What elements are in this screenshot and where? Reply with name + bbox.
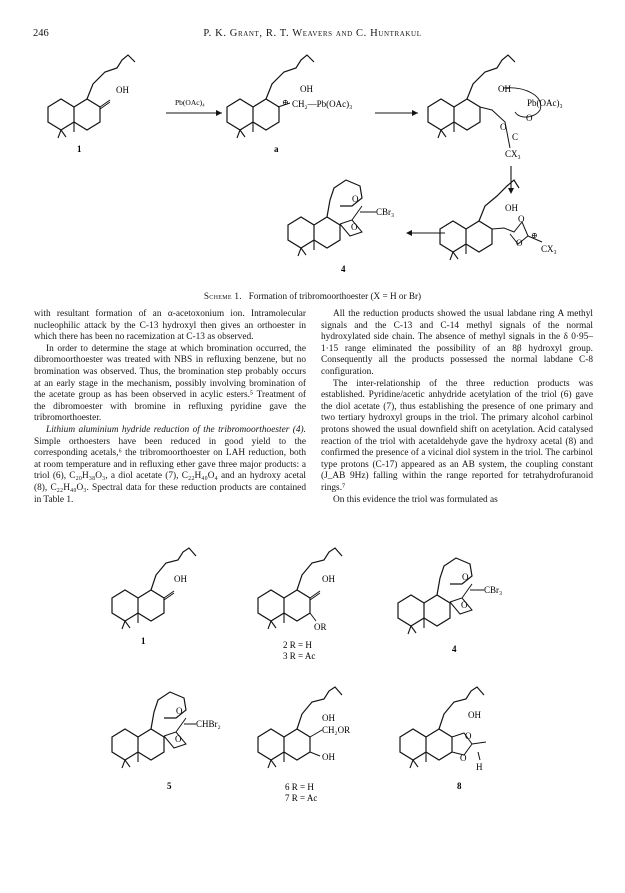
scheme-ch2pb-label: CH₂—Pb(OAc)₃	[292, 99, 353, 109]
fig-label-3: 3 R = Ac	[283, 651, 316, 661]
scheme-o-label-e: O	[352, 194, 359, 204]
scheme-caption-text: Formation of tribromoorthoester (X = H or Br)	[248, 291, 422, 301]
scheme-compound-4-label: 4	[341, 264, 346, 274]
running-authors: P. K. Grant, R. T. Weavers and C. Huntrakul	[203, 28, 422, 39]
fig-o-5a: O	[176, 706, 183, 716]
scheme-oh-label-3: OH	[498, 84, 511, 94]
fig-chbr2-5: CHBr₂	[196, 719, 221, 729]
scheme-plus-label-ion: ⊕	[531, 231, 538, 240]
scheme-compound-a-label: a	[274, 144, 279, 154]
reagent-label: Pb(OAc)₄	[175, 98, 205, 107]
fig-oh-1: OH	[174, 574, 187, 584]
right-paragraph-2: The inter-relationship of the three reduction products was established. Pyridine/acetic anhydride acetylation of the triol (6) gave the diol acetate (7), thus establishing the presence of one primary and two tertiary hydroxyl groups in the triol. The primary alcohol carbinol protons showed the usual downfield shift on acetylation. Acid catalysed reaction of the triol with acetaldehyde gave the hydroxy acetal (8) and confirmed the presence of a vicinal diol system in the triol. The carbinol type protons (C-17) appeared as an AB system, the coupling constant (J_AB 9Hz) falling within the range reported for tetrahydrofuranoid rings.⁷	[321, 378, 593, 493]
left-paragraph-2: In order to determine the stage at which bromination occurred, the dibromoorthoester was treated with NBS in refluxing benzene, but no bromination was observed. Thus, the bromination step probably occurs at an early stage in the mechanism, possibly involving bromination of the acetate group as has been observed in acylic esters.⁵ Treatment of the dibromoester with bromine in refluxing pyridine gave the tribromorthoester.	[34, 343, 306, 424]
fig-compound-4	[398, 558, 484, 634]
right-paragraph-1: All the reduction products showed the usual labdane ring A methyl signals and the C-13 and C-14 methyl signals of the normal hydroxylated side chain. The absence of methyl signals in the δ 0·95–1·15 range eliminated the possibility of an 8β hydroxyl group. Consequently all the products possessed the normal labdane C-8 configuration.	[321, 309, 593, 377]
scheme-plus-label: ⊕	[282, 98, 289, 107]
fig-o-4a: O	[462, 572, 469, 582]
fig-o-8a: O	[465, 731, 472, 741]
scheme-o-label-d: O	[516, 238, 523, 248]
left-italic-heading: Lithium aluminium hydride reduction of the tribromoorthoester (4).	[46, 424, 306, 435]
scheme-o-label-b: O	[526, 113, 533, 123]
scheme-cbr3-label: CBr₃	[376, 207, 395, 217]
scheme-cx3-label-bottom: CX₃	[541, 244, 557, 254]
page-number: 246	[33, 28, 49, 39]
scheme-oh-label-1: OH	[116, 85, 129, 95]
scheme-o-label-c: O	[518, 214, 525, 224]
fig-label-1: 1	[141, 636, 146, 646]
fig-label-7: 7 R = Ac	[285, 793, 318, 803]
fig-compound-8	[400, 687, 486, 768]
fig-label-2: 2 R = H	[283, 640, 312, 650]
scheme-o-label-a: O	[500, 122, 507, 132]
left-paragraph-3-body: Simple orthoesters have been reduced in good yield to the corresponding acetals,⁶ the tribromoorthoester on LAH reduction, both at room temperature and in refluxing ether gave three major products: a triol (6), C₂₀H₃₈O₃, a diol acetate (7), C₂₂H₄₀O₄ and an hydroxy acetal (8), C₂₂H₄₀O₃. Spectral data for these reduction products are contained in Table 1.	[34, 436, 306, 505]
scheme-oh-label-ion: OH	[505, 203, 518, 213]
fig-oh-6b: OH	[322, 752, 335, 762]
fig-o-8b: O	[460, 753, 467, 763]
scheme-pb-label: Pb(OAc)₃	[527, 98, 563, 108]
fig-cbr3-4: CBr₃	[484, 585, 503, 595]
fig-oh-8: OH	[468, 710, 481, 720]
scheme-caption-label: Scheme 1.	[203, 291, 242, 301]
fig-compound-2-3	[258, 548, 342, 629]
right-paragraph-3: On this evidence the triol was formulated as	[333, 494, 498, 505]
left-paragraph-1: with resultant formation of an α-acetoxonium ion. Intramolecular nucleophilic attack by the C-13 hydroxyl then gives an orthoester in which there has been no racemization at C-13 as observed.	[34, 309, 306, 343]
fig-label-6: 6 R = H	[285, 782, 314, 792]
fig-oh-6a: OH	[322, 713, 335, 723]
scheme-oh-label-a: OH	[300, 84, 313, 94]
fig-o-5b: O	[175, 734, 182, 744]
fig-o-4b: O	[461, 600, 468, 610]
fig-h-8: H	[476, 762, 483, 772]
scheme-cx3-label-top: CX₃	[505, 149, 521, 159]
fig-oh-2: OH	[322, 574, 335, 584]
fig-label-8: 8	[457, 781, 462, 791]
fig-compound-5	[112, 692, 196, 768]
fig-ch2or-6: CH₂OR	[322, 725, 351, 735]
fig-label-5: 5	[167, 781, 172, 791]
fig-or-2: OR	[314, 622, 327, 632]
scheme-c-label: C	[512, 132, 519, 142]
fig-compound-1	[112, 548, 196, 629]
fig-label-4: 4	[452, 644, 457, 654]
scheme-o-label-f: O	[351, 222, 358, 232]
scheme-compound-1-label: 1	[77, 144, 82, 154]
